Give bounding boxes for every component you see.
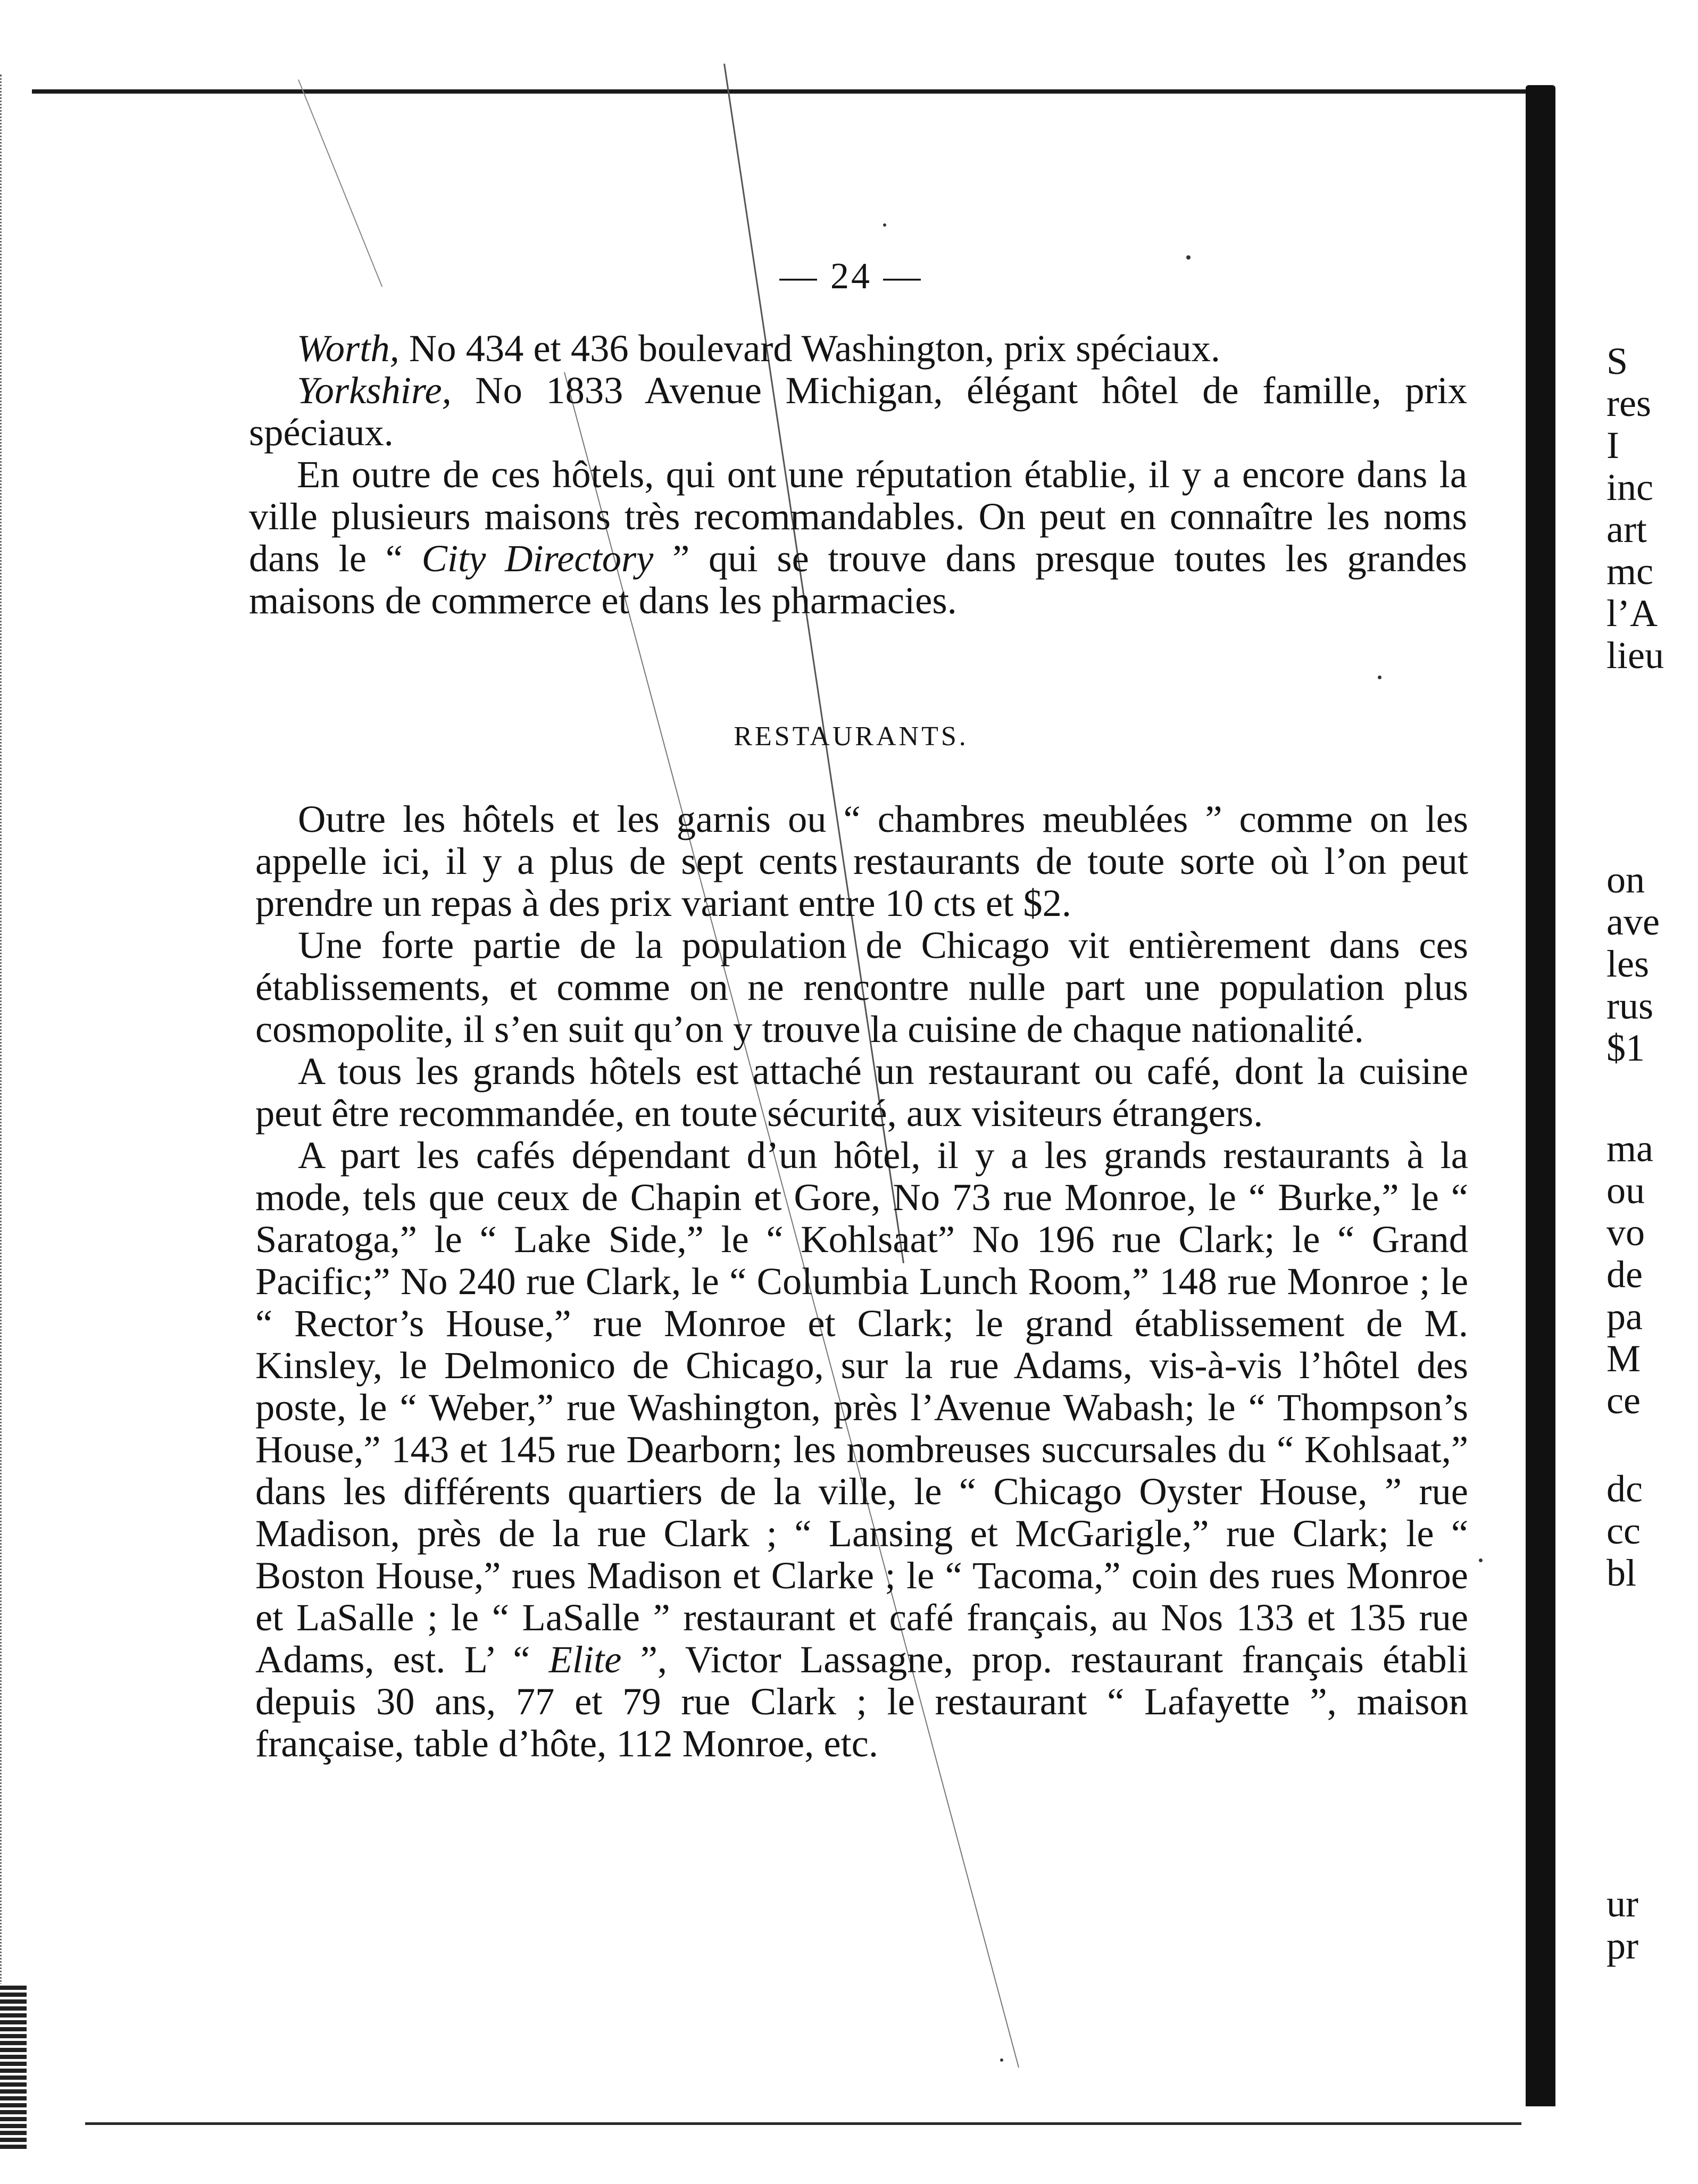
facing-line: les [1607, 943, 1649, 985]
facing-line: bl [1607, 1552, 1637, 1594]
hotel-name: Worth, [297, 327, 399, 370]
scan-speck [883, 223, 886, 227]
facing-line: on [1607, 859, 1645, 901]
hotel-description: No 434 et 436 boulevard Washington, prix spéciaux. [399, 327, 1220, 370]
facing-line: M [1607, 1337, 1641, 1380]
paragraph-text: En outre de ces hôtels, qui ont une réputation établie, il y a encore dans la ville plusieurs maisons très recommandables. On peut en connaître les noms dans le “ [249, 453, 1467, 580]
hotel-name: Yorkshire, [297, 369, 452, 412]
facing-line: de [1607, 1253, 1643, 1296]
scan-left-margin-noise [0, 1984, 27, 2149]
scan-speck [1000, 2058, 1003, 2062]
facing-line: pa [1607, 1295, 1643, 1338]
facing-line: dc [1607, 1468, 1643, 1510]
hotel-entry-yorkshire [249, 369, 1467, 453]
directory-title: City Directory [421, 537, 654, 580]
scan-speck [1186, 255, 1191, 260]
restaurant-name: Elite [548, 1638, 622, 1681]
paragraph-text: A part les cafés dépendant d’un hôtel, il y a les grands restaurants à la mode, tels que ceux de Chapin et Gore, No 73 rue Monroe, le “ Burke,” le “ Saratoga,” le “ Lake Side,” le “ Kohlsaat” No 196 rue Clark; le “ Grand Pacific;” No 240 rue Clark, le “ Columbia Lunch Room,” 148 rue Monroe ; le “ Rector’s House,” rue Monroe et Clark; le grand établissement de M. Kinsley, le Delmonico de Chicago, sur la rue Adams, vis-à-vis l’hôtel des poste, le “ Weber,” rue Washington, près l’Avenue Wabash; le “ Thompson’s House,” 143 et 145 rue Dearborn; les nombreuses succursales du “ Kohlsaat,” dans les différents quartiers de la ville, le “ Chicago Oyster House, ” rue Madison, près de la rue Clark ; “ Lansing et McGarigle,” rue Clark; le “ Boston House,” rues Madison et Clarke ; le “ Tacoma,” coin des rues Monroe et LaSalle ; le “ LaSalle ” restaurant et café français, au Nos 133 et 135 rue Adams, est. L’ “ [255, 1133, 1468, 1681]
hotels-text-block [249, 327, 1467, 621]
page-crease-line [298, 79, 382, 287]
section-heading: RESTAURANTS. [734, 721, 969, 752]
facing-line: $1 [1607, 1027, 1645, 1069]
facing-line: S [1607, 340, 1628, 382]
facing-line: ce [1607, 1379, 1641, 1422]
page-number: — 24 — [779, 256, 923, 297]
restaurants-paragraph: Outre les hôtels et les garnis ou “ chambres meublées ” comme on les appelle ici, il y a plus de sept cents restaurants de toute sorte où l’on peut prendre un repas à des prix variant entre 10 cts et $2. [255, 797, 1468, 924]
facing-line: ou [1607, 1169, 1645, 1212]
facing-page-fragment [1607, 859, 1698, 1069]
facing-line: pr [1607, 1924, 1638, 1967]
facing-page-fragment [1607, 340, 1698, 677]
facing-line: cc [1607, 1510, 1641, 1552]
scan-left-edge [0, 74, 8, 2149]
restaurants-paragraph [255, 1134, 1468, 1764]
facing-line: inc [1607, 466, 1653, 509]
facing-line: rus [1607, 985, 1653, 1027]
restaurants-paragraph: Une forte partie de la population de Chicago vit entièrement dans ces établissements, et comme on ne rencontre nulle part une population plus cosmopolite, il s’en suit qu’on y trouve la cuisine de chaque nationalité. [255, 923, 1468, 1051]
paragraph-text: ”, Victor Lassagne, prop. restaurant français établi depuis 30 ans, 77 et 79 rue Clark ; le restaurant “ Lafayette ”, maison française, table d’hôte, 112 Monroe, etc. [255, 1638, 1468, 1765]
restaurants-paragraph: A tous les grands hôtels est attaché un restaurant ou café, dont la cuisine peut être recommandée, en toute sécurité, aux visiteurs étrangers. [255, 1049, 1468, 1135]
facing-line: vo [1607, 1211, 1645, 1254]
facing-page-fragment [1607, 1468, 1698, 1594]
restaurants-text-block [255, 798, 1468, 1764]
facing-line: mc [1607, 550, 1653, 593]
hotel-description: No 1833 Avenue Michigan, élégant hôtel de famille, prix spéciaux. [249, 369, 1467, 454]
facing-line: ur [1607, 1883, 1638, 1925]
facing-line: ave [1607, 901, 1660, 943]
book-spine-shadow [1526, 101, 1555, 2106]
paragraph-text: ” qui se trouve dans presque toutes les grandes maisons de commerce et dans les pharmacies. [249, 537, 1467, 622]
facing-page-fragment [1607, 1883, 1698, 1967]
scan-speck [1378, 676, 1381, 679]
facing-line: res [1607, 382, 1651, 424]
facing-line: I [1607, 424, 1619, 466]
facing-line: art [1607, 508, 1647, 551]
hotel-entry-worth [249, 327, 1467, 369]
scan-speck [1479, 1558, 1483, 1562]
facing-line: ma [1607, 1128, 1653, 1170]
scan-top-border [32, 89, 1532, 94]
facing-page-fragment [1607, 1128, 1698, 1422]
hotels-paragraph [249, 453, 1467, 621]
scan-bottom-border [85, 2122, 1521, 2125]
facing-line: l’A [1607, 592, 1658, 635]
facing-line: lieu [1607, 634, 1664, 677]
